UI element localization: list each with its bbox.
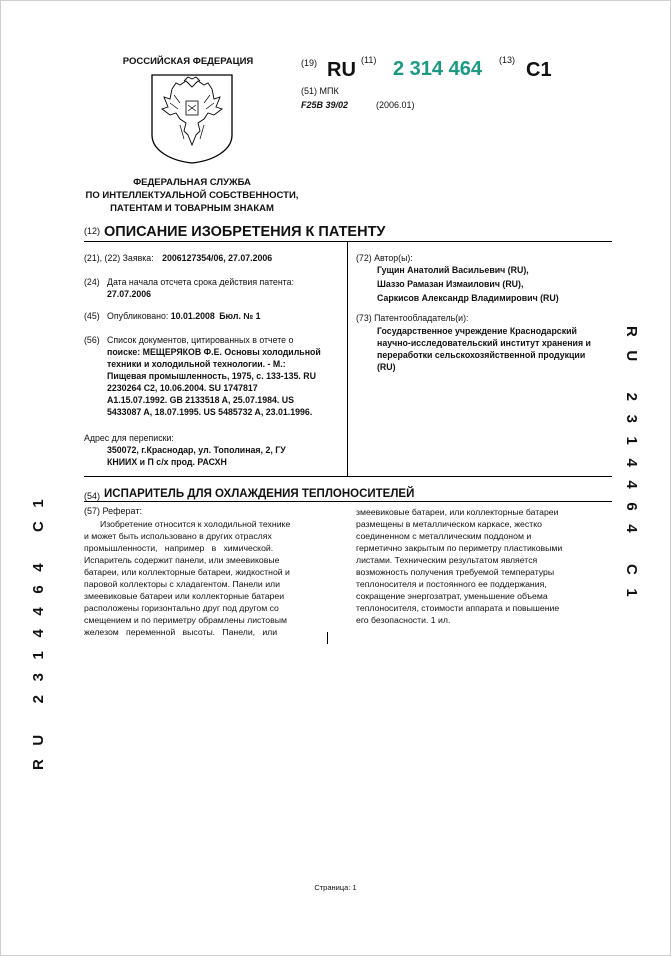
abstract-right: змеевиковые батареи, или коллекторные батареи размещены в металлическом каркасе, жестко соединенном с металлическим поддоном и герметично закрытым по периметру пластиковыми листами. Техническим результатом является возможность получения требуемой температуры теплоносителя и постоянного ее поддержания, сокращение энергозатрат, уменьшение объема теплоносителя, стоимости аппарата и повышение его безопасности. 1 ил.: [356, 507, 563, 625]
coat-of-arms-emblem: [150, 73, 234, 165]
authors-list: Гущин Анатолий Васильевич (RU), Шаззо Рамазан Измаилович (RU), Саркисов Александр Владимирович (RU): [377, 265, 559, 303]
code-19: (19): [301, 58, 318, 68]
application-label: (21), (22) Заявка:: [84, 253, 154, 263]
pub-label: Опубликовано:: [107, 311, 169, 321]
doc-type-title: ОПИСАНИЕ ИЗОБРЕТЕНИЯ К ПАТЕНТУ: [104, 224, 386, 240]
pub-code: (45): [84, 311, 100, 321]
title-code: (54): [84, 491, 101, 501]
code-13: (13): [499, 55, 516, 65]
bibliographic-rule: [84, 476, 612, 477]
side-code-left: RU 2314464 C1: [30, 485, 47, 770]
pub-bulletin: Бюл. № 1: [219, 311, 261, 321]
address-label: Адрес для переписки:: [84, 433, 174, 443]
owner-label: (73) Патентообладатель(и):: [356, 313, 469, 323]
term-label: Дата начала отсчета срока действия патента:: [107, 277, 294, 287]
term-value: 27.07.2006: [107, 289, 152, 299]
ipc-version: (2006.01): [376, 100, 415, 110]
page-footer: Страница: 1: [314, 883, 357, 892]
address-value: 350072, г.Краснодар, ул. Тополиная, 2, ГУ КНИИХ и П с/х прод. РАСХН: [107, 445, 286, 467]
ipc-class: F25B 39/02: [301, 100, 349, 110]
patent-number: 2 314 464: [393, 58, 482, 80]
cited-references: Список документов, цитированных в отчете о поиске: МЕЩЕРЯКОВ Ф.Е. Основы холодильной техники и холодильной технологии. - М.: Пищевая промышленность, 1975, с. 133-135. RU 2230264 С2, 10.06.2004. SU 1747817 A1.15.07.1992. GB 2133518 A, 25.07.1984. US 5433087 A, 18.07.1995. US 5485732 A, 23.01.1996.: [107, 335, 321, 417]
doc-type-code: (12): [84, 226, 101, 236]
side-code-right: RU 2314464 C1: [623, 326, 640, 611]
invention-title: ИСПАРИТЕЛЬ ДЛЯ ОХЛАЖДЕНИЯ ТЕПЛОНОСИТЕЛЕЙ: [104, 488, 415, 500]
text-cursor: [327, 632, 328, 644]
pub-date: 10.01.2008: [170, 311, 215, 321]
patent-owner: Государственное учреждение Краснодарский научно-исследовательский институт хранения и переработки сельскохозяйственной продукции (RU): [377, 326, 591, 372]
country-code: RU: [327, 59, 356, 81]
abstract-left: Изобретение относится к холодильной технике и может быть использовано в других отраслях промышленности, например в химической. Испаритель содержит панели, или змеевиковые батареи, или коллекторные батареи, жидкостной и паровой коллекторы с хладагентом. Панели или змеевиковые батареи или коллекторные батареи расположены горизонтально друг под другом со смещением и по периметру обрамлены листовым железом переменной высоты. Панели, или: [84, 519, 291, 637]
ipc-label: (51) МПК: [301, 86, 339, 96]
refs-code: (56): [84, 335, 100, 345]
header-rule: [84, 241, 612, 242]
column-divider: [347, 242, 348, 476]
kind-code: C1: [526, 59, 552, 81]
term-code: (24): [84, 277, 100, 287]
title-rule: [84, 501, 612, 502]
authors-label: (72) Автор(ы):: [356, 253, 413, 263]
agency-name: ФЕДЕРАЛЬНАЯ СЛУЖБА ПО ИНТЕЛЛЕКТУАЛЬНОЙ СОБСТВЕННОСТИ, ПАТЕНТАМ И ТОВАРНЫМ ЗНАКАМ: [85, 177, 299, 214]
application-value: 2006127354/06, 27.07.2006: [162, 253, 273, 263]
country-name: РОССИЙСКАЯ ФЕДЕРАЦИЯ: [122, 56, 254, 67]
code-11: (11): [361, 55, 377, 65]
abstract-label: (57) Реферат:: [84, 506, 142, 516]
